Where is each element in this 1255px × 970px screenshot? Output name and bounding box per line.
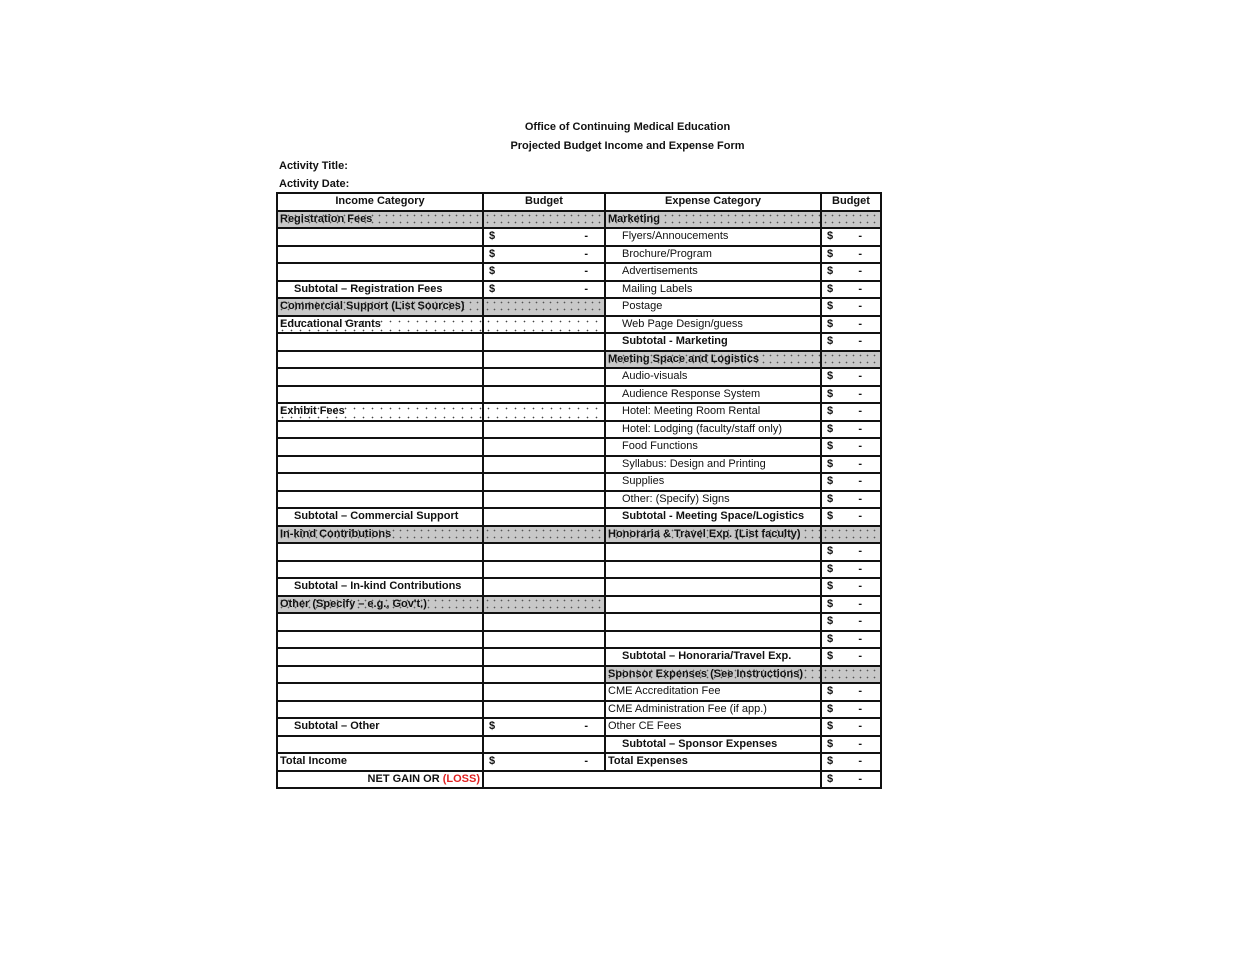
subtotal-marketing-label: Subtotal - Marketing [605,333,821,351]
table-row [277,771,881,789]
income-input[interactable] [277,333,483,351]
expense-item: Advertisements [605,263,821,281]
expense-input[interactable] [605,578,821,596]
income-input[interactable] [277,561,483,579]
section-honoraria: Honoraria & Travel Exp. (List faculty) [605,526,821,544]
expense-budget-cell[interactable]: $ - [821,491,881,509]
section-fill [821,666,881,684]
expense-item: Web Page Design/guess [605,316,821,334]
expense-budget-cell[interactable]: $ - [821,631,881,649]
expense-budget-cell[interactable]: $ - [821,421,881,439]
section-fill [821,351,881,369]
subsection-educational-grants: Educational Grants [277,316,483,334]
subsection-exhibit-fees: Exhibit Fees [277,403,483,421]
table-row [277,508,881,526]
income-category-header: Income Category [277,193,483,211]
section-fill [821,211,881,229]
income-budget-cell[interactable] [483,368,605,386]
income-budget-cell[interactable] [483,631,605,649]
subtotal-honoraria-label: Subtotal – Honoraria/Travel Exp. [605,648,821,666]
section-fill [483,211,605,229]
subtotal-inkind-value [483,578,605,596]
table-row [277,211,881,229]
expense-item: Audience Response System [605,386,821,404]
table-row [277,281,881,299]
budget-table [276,192,882,789]
section-fill [483,596,605,614]
income-input[interactable] [277,491,483,509]
income-budget-cell[interactable] [483,736,605,754]
income-input[interactable] [277,701,483,719]
form-title: Projected Budget Income and Expense Form [510,140,745,152]
net-gain-label: NET GAIN OR (LOSS) [277,771,483,789]
table-row [277,246,881,264]
table-row [277,526,881,544]
subtotal-marketing-value: $ - [821,333,881,351]
income-input[interactable] [277,368,483,386]
table-row [277,561,881,579]
table-row [277,701,881,719]
expense-item: Food Functions [605,438,821,456]
expense-budget-cell[interactable]: $ - [821,718,881,736]
expense-item: Hotel: Lodging (faculty/staff only) [605,421,821,439]
income-budget-cell[interactable] [483,333,605,351]
income-input[interactable] [277,631,483,649]
expense-item: Syllabus: Design and Printing [605,456,821,474]
expense-budget-cell[interactable]: $ - [821,386,881,404]
expense-item: Other: (Specify) Signs [605,491,821,509]
expense-budget-cell[interactable]: $ - [821,683,881,701]
expense-budget-cell[interactable]: $ - [821,473,881,491]
income-budget-cell[interactable]: $ - [483,246,605,264]
expense-input[interactable] [605,596,821,614]
income-input[interactable] [277,736,483,754]
table-row [277,648,881,666]
section-inkind: In-kind Contributions [277,526,483,544]
section-meeting-space: Meeting Space and Logistics [605,351,821,369]
total-expenses-value: $ - [821,753,881,771]
total-income-label: Total Income [277,753,483,771]
table-row [277,456,881,474]
subtotal-other-value: $ - [483,718,605,736]
income-budget-cell[interactable] [483,351,605,369]
income-input[interactable] [277,456,483,474]
table-row [277,298,881,316]
subtotal-inkind-label: Subtotal – In-kind Contributions [277,578,483,596]
income-budget-cell[interactable] [483,421,605,439]
income-input[interactable] [277,351,483,369]
expense-item: CME Accreditation Fee [605,683,821,701]
table-row [277,403,881,421]
table-row [277,473,881,491]
expense-input[interactable] [605,561,821,579]
expense-budget-cell[interactable]: $ - [821,298,881,316]
activity-date-label: Activity Date: [279,178,350,190]
header-row [277,193,881,211]
table-row [277,491,881,509]
activity-title-label: Activity Title: [279,160,348,172]
expense-budget-cell[interactable]: $ - [821,438,881,456]
income-budget-cell[interactable] [483,386,605,404]
subtotal-meeting-label: Subtotal - Meeting Space/Logistics [605,508,821,526]
expense-budget-cell[interactable]: $ - [821,613,881,631]
table-row [277,596,881,614]
expense-item: Brochure/Program [605,246,821,264]
income-input[interactable] [277,543,483,561]
subtotal-sponsor-label: Subtotal – Sponsor Expenses [605,736,821,754]
section-commercial-support: Commercial Support (List Sources) [277,298,483,316]
table-row [277,683,881,701]
subtotal-other-label: Subtotal – Other [277,718,483,736]
expense-budget-cell[interactable]: $ - [821,578,881,596]
income-budget-cell[interactable] [483,491,605,509]
subtotal-meeting-value: $ - [821,508,881,526]
income-budget-cell[interactable] [483,683,605,701]
income-input[interactable] [277,666,483,684]
table-row [277,631,881,649]
income-budget-cell[interactable] [483,543,605,561]
table-row [277,351,881,369]
section-fill [483,403,605,421]
table-row [277,613,881,631]
expense-input[interactable] [605,543,821,561]
income-input[interactable] [277,246,483,264]
table-row [277,666,881,684]
income-input[interactable] [277,683,483,701]
section-sponsor-expenses: Sponsor Expenses (See Instructions) [605,666,821,684]
subtotal-registration-label: Subtotal – Registration Fees [277,281,483,299]
expense-item: Supplies [605,473,821,491]
expense-item: Other CE Fees [605,718,821,736]
section-marketing: Marketing [605,211,821,229]
table-row [277,228,881,246]
income-input[interactable] [277,421,483,439]
table-row [277,736,881,754]
expense-category-header: Expense Category [605,193,821,211]
income-input[interactable] [277,648,483,666]
subtotal-commercial-label: Subtotal – Commercial Support [277,508,483,526]
expense-item: Audio-visuals [605,368,821,386]
subtotal-commercial-value [483,508,605,526]
income-budget-cell[interactable]: $ - [483,263,605,281]
income-budget-cell[interactable] [483,438,605,456]
expense-budget-cell[interactable]: $ - [821,596,881,614]
income-input[interactable] [277,473,483,491]
expense-input[interactable] [605,631,821,649]
income-input[interactable] [277,228,483,246]
loss-label: (LOSS) [442,772,480,785]
table-row [277,543,881,561]
income-input[interactable] [277,263,483,281]
income-input[interactable] [277,386,483,404]
table-row [277,263,881,281]
expense-budget-cell[interactable]: $ - [821,263,881,281]
table-row [277,753,881,771]
net-gain-value: $ - [821,771,881,789]
table-row [277,333,881,351]
income-budget-cell[interactable] [483,473,605,491]
expense-item: Hotel: Meeting Room Rental [605,403,821,421]
table-row [277,718,881,736]
section-fill [483,298,605,316]
net-gain-fill [483,771,821,789]
subtotal-sponsor-value: $ - [821,736,881,754]
income-budget-cell[interactable] [483,456,605,474]
income-budget-header: Budget [483,193,605,211]
income-budget-cell[interactable] [483,648,605,666]
expense-budget-header: Budget [821,193,881,211]
income-budget-cell[interactable] [483,561,605,579]
expense-item: Flyers/Annoucements [605,228,821,246]
section-other: Other (Specify – e.g., Gov't.) [277,596,483,614]
income-input[interactable] [277,438,483,456]
income-input[interactable] [277,613,483,631]
expense-item: CME Administration Fee (if app.) [605,701,821,719]
total-expenses-label: Total Expenses [605,753,821,771]
expense-budget-cell[interactable]: $ - [821,701,881,719]
total-income-value: $ - [483,753,605,771]
org-title: Office of Continuing Medical Education [524,121,731,133]
section-fill [821,526,881,544]
expense-input[interactable] [605,613,821,631]
expense-budget-cell[interactable]: $ - [821,561,881,579]
expense-budget-cell[interactable]: $ - [821,316,881,334]
income-budget-cell[interactable] [483,613,605,631]
expense-budget-cell[interactable]: $ - [821,403,881,421]
section-registration-fees: Registration Fees [277,211,483,229]
section-fill [483,316,605,334]
subtotal-honoraria-value: $ - [821,648,881,666]
table-row [277,316,881,334]
table-row [277,421,881,439]
expense-item: Postage [605,298,821,316]
expense-budget-cell[interactable]: $ - [821,543,881,561]
income-budget-cell[interactable]: $ - [483,228,605,246]
income-budget-cell[interactable] [483,701,605,719]
expense-item: Mailing Labels [605,281,821,299]
table-row [277,386,881,404]
table-row [277,368,881,386]
expense-budget-cell[interactable]: $ - [821,368,881,386]
expense-budget-cell[interactable]: $ - [821,246,881,264]
table-row [277,578,881,596]
section-fill [483,526,605,544]
table-row [277,438,881,456]
income-budget-cell[interactable] [483,666,605,684]
expense-budget-cell[interactable]: $ - [821,456,881,474]
subtotal-registration-value: $ - [483,281,605,299]
expense-budget-cell[interactable]: $ - [821,228,881,246]
expense-budget-cell[interactable]: $ - [821,281,881,299]
